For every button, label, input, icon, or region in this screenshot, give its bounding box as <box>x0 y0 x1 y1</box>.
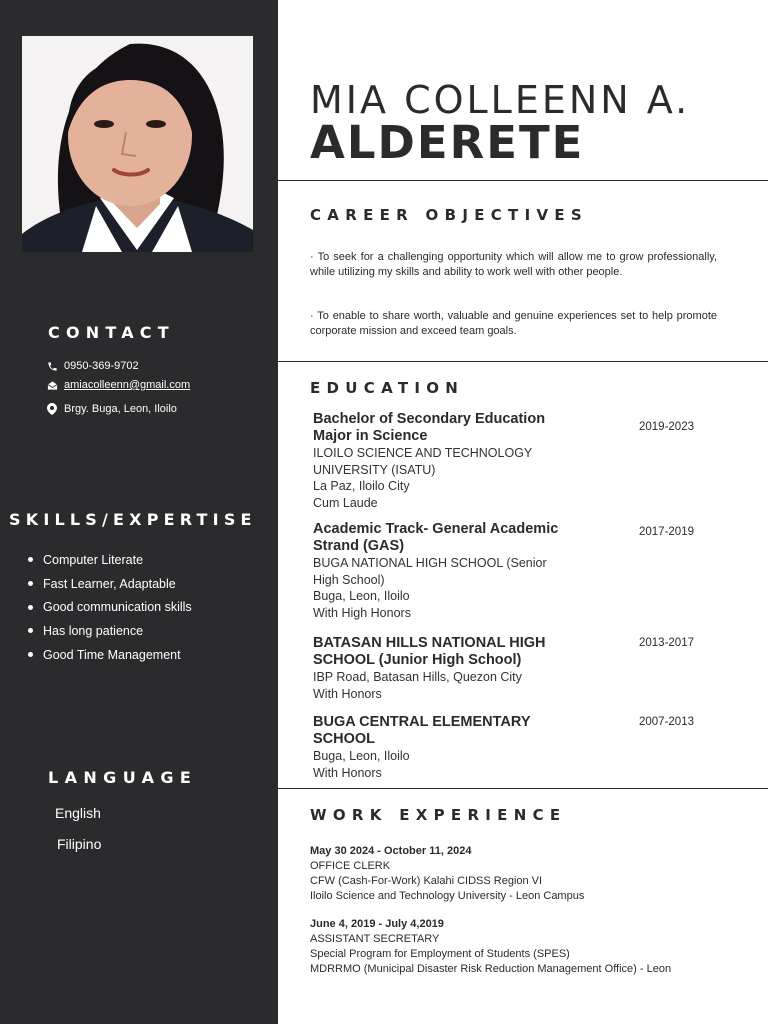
education-honor: With High Honors <box>313 605 411 620</box>
last-name: ALDERETE <box>310 116 585 169</box>
phone-number: 0950-369-9702 <box>64 360 139 372</box>
list-item <box>28 548 192 572</box>
education-honor: Cum Laude <box>313 495 378 510</box>
location-pin-icon <box>46 403 58 415</box>
education-location: IBP Road, Batasan Hills, Quezon City <box>313 670 522 684</box>
education-years: 2019-2023 <box>639 421 694 433</box>
first-name: MIA COLLEENN A. <box>310 78 691 122</box>
work-date: June 4, 2019 - July 4,2019 <box>310 918 444 930</box>
language-item: Filipino <box>57 836 102 852</box>
skill-label: Fast Learner, Adaptable <box>43 576 176 591</box>
skill-label: Has long patience <box>43 623 144 638</box>
education-entry <box>313 521 563 621</box>
education-school: ILOILO SCIENCE AND TECHNOLOGY UNIVERSITY (ISATU) <box>313 446 533 477</box>
objective-paragraph: · To seek for a challenging opportunity which will allow me to grow professionally, while utilizing my skills and ability to work well with other people. <box>310 251 717 278</box>
sidebar <box>0 0 278 1024</box>
work-experience-heading: WORK EXPERIENCE <box>310 806 567 824</box>
skill-label: Good Time Management <box>43 647 181 662</box>
education-degree: Bachelor of Secondary Education Major in Science <box>313 411 546 444</box>
education-location: La Paz, Iloilo City <box>313 479 410 493</box>
objective-paragraph: · To enable to share worth, valuable and genuine experiences set to help promote corporate mission and exceed team goals. <box>310 310 717 337</box>
list-item <box>28 619 192 643</box>
contact-heading: CONTACT <box>48 323 175 342</box>
education-degree: Academic Track- General Academic Strand (GAS) <box>313 521 559 554</box>
section-divider <box>278 180 768 181</box>
language-item: English <box>55 805 101 821</box>
skills-list <box>28 548 192 666</box>
education-years: 2013-2017 <box>639 637 694 649</box>
education-years: 2017-2019 <box>639 526 694 538</box>
profile-photo <box>22 36 253 252</box>
address: Brgy. Buga, Leon, Iloilo <box>64 403 177 415</box>
profile-photo-illustration <box>22 36 253 252</box>
contact-address <box>46 401 177 417</box>
work-employer: Iloilo Science and Technology University - Leon Campus <box>310 890 585 902</box>
language-heading: LANGUAGE <box>48 768 198 787</box>
education-location: Buga, Leon, Iloilo <box>313 749 410 763</box>
education-years: 2007-2013 <box>639 716 694 728</box>
work-entry <box>310 917 750 977</box>
career-objectives-heading: CAREER OBJECTIVES <box>310 206 589 224</box>
list-item <box>28 643 192 667</box>
contact-phone <box>46 358 139 374</box>
section-divider <box>278 788 768 789</box>
education-school: BUGA NATIONAL HIGH SCHOOL (Senior High School) <box>313 556 547 587</box>
list-item <box>28 572 192 596</box>
email-link[interactable]: amiacolleenn@gmail.com <box>64 379 191 391</box>
education-location: Buga, Leon, Iloilo <box>313 589 410 603</box>
skill-label: Good communication skills <box>43 600 192 615</box>
education-entry <box>313 635 568 702</box>
skills-heading: SKILLS/EXPERTISE <box>9 510 257 529</box>
bullet <box>28 652 33 657</box>
education-honor: With Honors <box>313 765 382 780</box>
bullet <box>28 557 33 562</box>
education-school-title: BUGA CENTRAL ELEMENTARY SCHOOL <box>313 714 531 747</box>
education-entry <box>313 714 553 781</box>
bullet <box>28 628 33 633</box>
work-position: OFFICE CLERK <box>310 860 391 872</box>
work-entry <box>310 844 750 904</box>
section-divider <box>278 361 768 362</box>
bullet <box>28 581 33 586</box>
bullet <box>28 605 33 610</box>
education-entry <box>313 411 563 511</box>
contact-email <box>46 377 190 393</box>
education-heading: EDUCATION <box>310 379 465 397</box>
envelope-open-icon <box>46 379 58 391</box>
education-honor: With Honors <box>313 686 382 701</box>
phone-icon <box>46 360 58 372</box>
work-position: ASSISTANT SECRETARY <box>310 933 440 945</box>
work-program: Special Program for Employment of Students (SPES) <box>310 948 570 960</box>
work-employer: MDRRMO (Municipal Disaster Risk Reduction Management Office) - Leon <box>310 963 672 975</box>
work-date: May 30 2024 - October 11, 2024 <box>310 845 472 857</box>
education-school-title: BATASAN HILLS NATIONAL HIGH SCHOOL (Junior High School) <box>313 635 546 668</box>
skill-label: Computer Literate <box>43 552 144 567</box>
work-program: CFW (Cash-For-Work) Kalahi CIDSS Region VI <box>310 875 543 887</box>
list-item <box>28 595 192 619</box>
